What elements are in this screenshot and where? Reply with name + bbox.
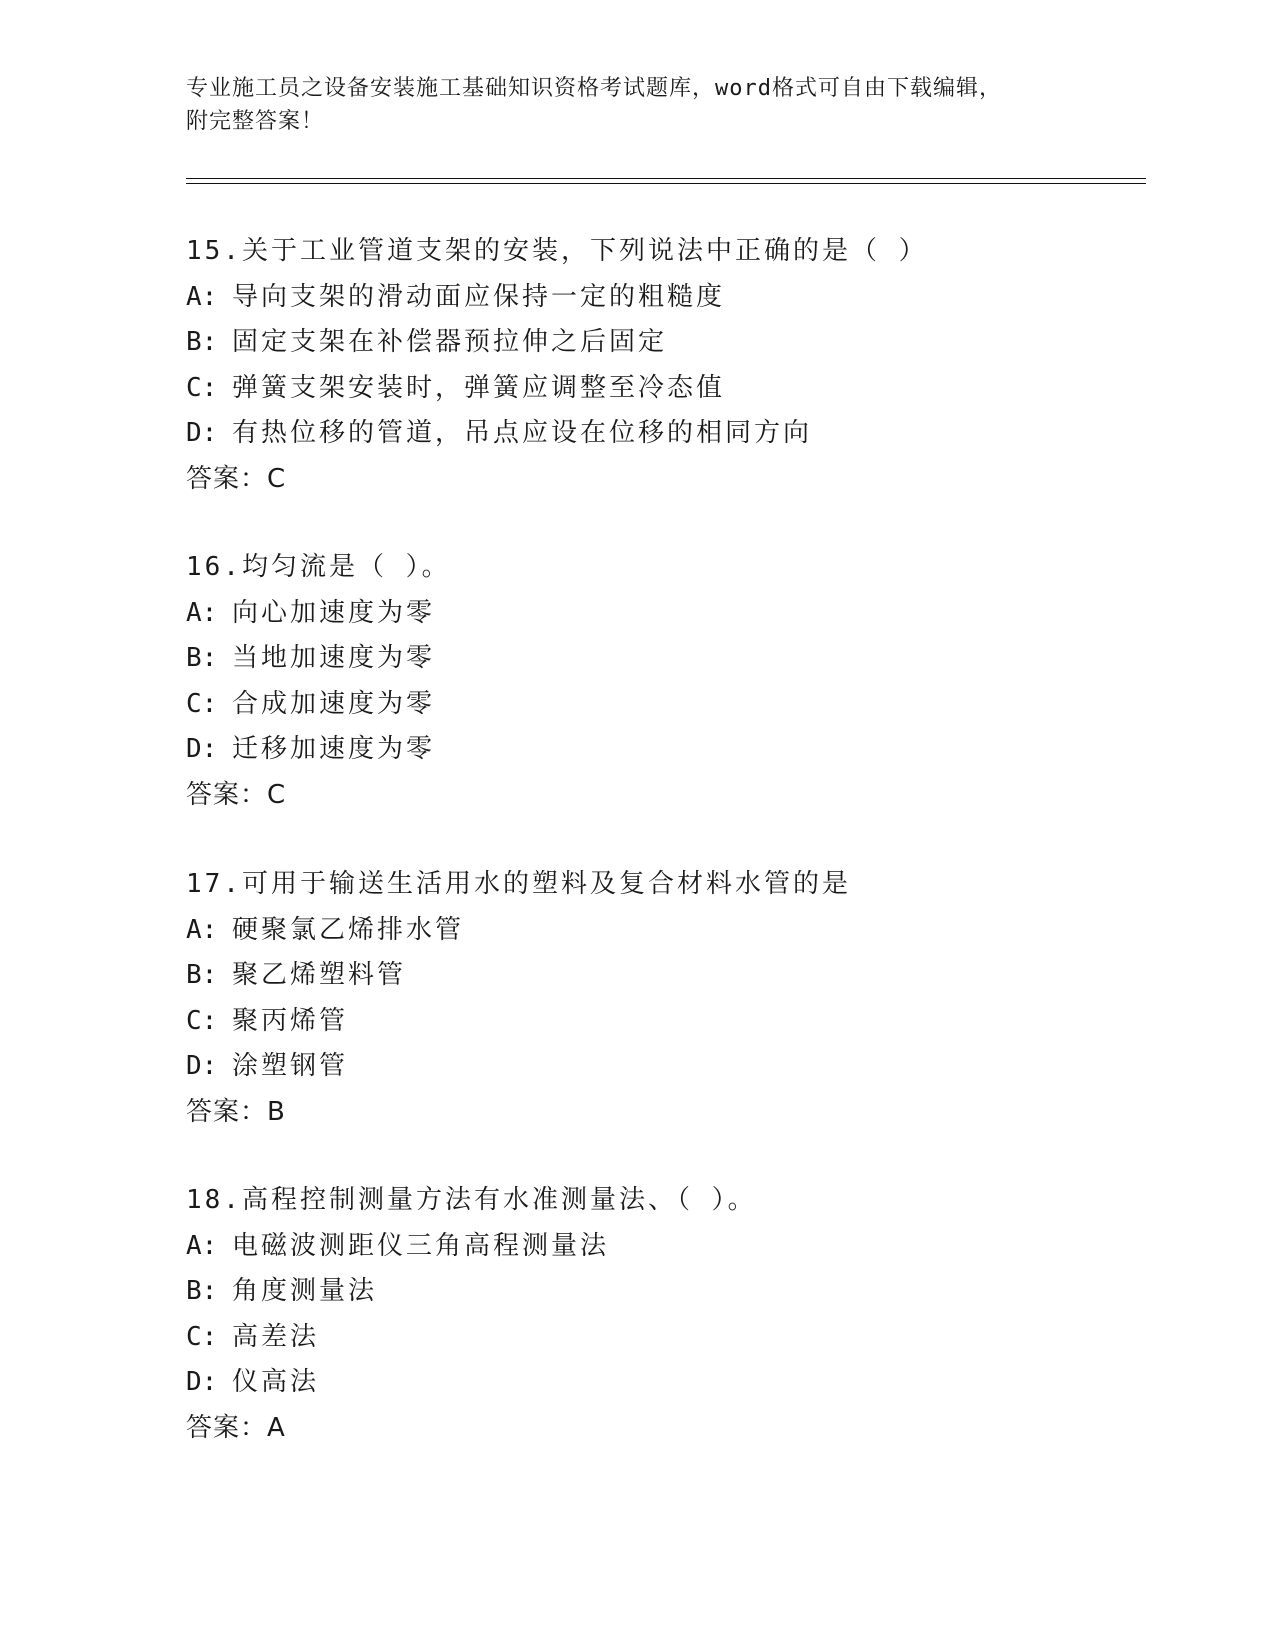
option-letter: A: xyxy=(186,914,218,945)
option-text: 聚乙烯塑料管 xyxy=(232,960,407,990)
option-letter: C: xyxy=(186,688,218,719)
option-c xyxy=(186,682,1146,728)
option-letter: C: xyxy=(186,1321,218,1352)
option-letter: A: xyxy=(186,281,218,312)
option-text: 角度测量法 xyxy=(232,1276,378,1306)
header-divider-bottom xyxy=(186,183,1146,184)
question-18 xyxy=(186,1178,1146,1451)
option-text: 导向支架的滑动面应保持一定的粗糙度 xyxy=(232,281,726,312)
question-17 xyxy=(186,862,1146,1135)
option-a xyxy=(186,908,1146,954)
option-text: 弹簧支架安装时，弹簧应调整至冷态值 xyxy=(232,372,726,403)
option-c xyxy=(186,366,1146,412)
option-letter: D: xyxy=(186,418,218,448)
option-letter: C: xyxy=(186,372,218,403)
option-text: 涂塑钢管 xyxy=(232,1051,349,1081)
option-d xyxy=(186,1044,1146,1090)
question-title: 15.关于工业管道支架的安装，下列说法中正确的是（ ） xyxy=(186,236,928,266)
option-d xyxy=(186,1360,1146,1406)
option-b xyxy=(186,636,1146,682)
question-title: 18.高程控制测量方法有水准测量法、（ ）。 xyxy=(186,1185,757,1215)
option-c xyxy=(186,999,1146,1045)
option-text: 高差法 xyxy=(232,1321,320,1352)
option-d xyxy=(186,727,1146,773)
option-c xyxy=(186,1315,1146,1361)
answer: 答案：C xyxy=(186,463,287,494)
header-divider-top xyxy=(186,178,1146,179)
option-text: 合成加速度为零 xyxy=(232,688,436,719)
question-16 xyxy=(186,545,1146,818)
answer: 答案：A xyxy=(186,1412,286,1443)
option-text: 仪高法 xyxy=(232,1367,320,1397)
option-letter: D: xyxy=(186,1367,218,1397)
question-title: 16.均匀流是（ ）。 xyxy=(186,552,451,582)
option-letter: B: xyxy=(186,643,218,673)
option-b xyxy=(186,320,1146,366)
option-letter: B: xyxy=(186,960,218,990)
option-letter: B: xyxy=(186,327,218,357)
option-text: 迁移加速度为零 xyxy=(232,734,436,764)
option-letter: D: xyxy=(186,1051,218,1081)
option-letter: D: xyxy=(186,734,218,764)
option-a xyxy=(186,1224,1146,1270)
option-text: 向心加速度为零 xyxy=(232,597,436,628)
option-text: 硬聚氯乙烯排水管 xyxy=(232,914,465,945)
option-letter: A: xyxy=(186,597,218,628)
option-letter: C: xyxy=(186,1005,218,1036)
question-title: 17.可用于输送生活用水的塑料及复合材料水管的是 xyxy=(186,869,851,899)
option-a xyxy=(186,591,1146,637)
option-letter: A: xyxy=(186,1230,218,1261)
header-line-2: 附完整答案！ xyxy=(186,109,325,134)
option-text: 有热位移的管道，吊点应设在位移的相同方向 xyxy=(232,418,813,448)
option-text: 聚丙烯管 xyxy=(232,1005,349,1036)
header-line-1: 专业施工员之设备安装施工基础知识资格考试题库，word格式可自由下载编辑， xyxy=(186,76,1002,101)
answer: 答案：C xyxy=(186,779,287,810)
answer: 答案：B xyxy=(186,1096,286,1127)
question-15 xyxy=(186,229,1146,502)
document-header xyxy=(186,72,1086,138)
option-a xyxy=(186,275,1146,321)
option-b xyxy=(186,953,1146,999)
option-text: 当地加速度为零 xyxy=(232,643,436,673)
option-letter: B: xyxy=(186,1276,218,1306)
option-b xyxy=(186,1269,1146,1315)
option-text: 固定支架在补偿器预拉伸之后固定 xyxy=(232,327,668,357)
option-text: 电磁波测距仪三角高程测量法 xyxy=(232,1230,610,1261)
option-d xyxy=(186,411,1146,457)
